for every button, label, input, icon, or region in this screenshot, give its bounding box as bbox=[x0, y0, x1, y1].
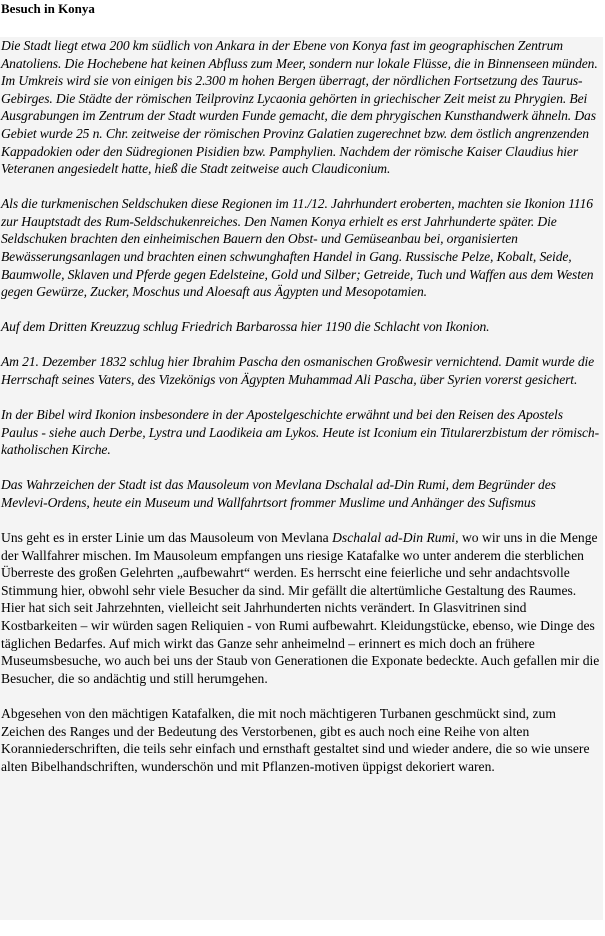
paragraph-ibrahim-pascha: Am 21. Dezember 1832 schlug hier Ibrahim Pascha den osmanischen Großwesir vernichtend. Damit wurde die Herrschaft seines Vaters, des Vizekönigs von Ägypten Muhammad Ali Pascha, über Syrien vorerst gesichert. bbox=[1, 354, 595, 387]
visit-text-start: Uns geht es in erster Linie um das Mausoleum von Mevlana bbox=[1, 530, 333, 546]
paragraph-bible: In der Bibel wird Ikonion insbesondere in der Apostelgeschichte erwähnt und bei den Reisen des Apostels Paulus - siehe auch Derbe, Lystra und Laodikeia am Lykos. Heute ist Iconium ein Titularerzbistum der römisch-katholischen Kirche. bbox=[1, 407, 600, 458]
paragraph-landmark: Das Wahrzeichen der Stadt ist das Mausoleum von Mevlana Dschalal ad-Din Rumi, dem Begründer des Mevlevi-Ordens, heute ein Museum und Wallfahrtsort frommer Muslime und Anhänger des Sufismus bbox=[1, 477, 556, 510]
paragraph-crusade: Auf dem Dritten Kreuzzug schlug Friedrich Barbarossa hier 1190 die Schlacht von Ikonion. bbox=[1, 319, 490, 335]
paragraph-closing: Abgesehen von den mächtigen Katafalken, die mit noch mächtigeren Turbanen geschmückt sind, zum Zeichen des Ranges und der Bedeutung des Verstorbenen, gibt es auch noch eine Reihe von alten Koranniederschriften, die teils sehr einfach und ernsthaft gestaltet sind und wieder andere, die so wie unsere alten Bibelhandschriften, wunderschön und mit Pflanzen-motiven üppigst dekoriert waren. bbox=[1, 705, 590, 774]
paragraph-visit bbox=[1, 529, 603, 687]
article-body bbox=[0, 37, 603, 920]
visit-text-rest: wo wir uns in die Menge der Wallfahrer mischen. Im Mausoleum empfangen uns riesige Katafalke wo unter anderem die sterblichen Überreste des großen Gelehrten „aufbewahrt“ werden. Es herrscht eine feierliche und sehr andachtsvolle Stimmung hier, obwohl sehr viele Besucher da sind. Mir gefällt die altertümliche Gestaltung des Raumes. Hier hat sich seit Jahrzehnten, vielleicht seit Jahrhunderten nichts verändert. In Glasvitrinen sind Kostbarkeiten – wir würden sagen Reliquien - von Rumi aufbewahrt. Kleidungstücke, ebenso, wie Dinge des täglichen Bedarfes. Auf mich wirkt das Ganze sehr anheimelnd – erinnert es mich doch an frühere Museumsbesuche, wo auch bei uns der Staub von Generationen die Exponate bedeckte. Auch gefallen mir die Besucher, die so andächtig und still herumgehen. bbox=[1, 530, 600, 686]
visit-rumi-name: Dschalal ad-Din Rumi, bbox=[332, 530, 459, 546]
paragraph-seljuks: Als die turkmenischen Seldschuken diese Regionen im 11./12. Jahrhundert eroberten, machten sie Ikonion 1116 zur Hauptstadt des Rum-Seldschukenreiches. Den Namen Konya erhielt es erst Jahrhunderte später. Die Seldschuken brachten den einheimischen Bauern den Obst- und Gemüseanbau bei, organisierten Bewässerungsanlagen und brachten einen schwunghaften Handel in Gang. Russische Pelze, Kobalt, Seide, Baumwolle, Sklaven und Pferde gegen Edelsteine, Gold und Silber; Getreide, Tuch und Waffen aus dem Westen gegen Gewürze, Zucker, Moschus und Aloesaft aus Ägypten und Mesopotamien. bbox=[1, 196, 594, 300]
paragraph-geography: Die Stadt liegt etwa 200 km südlich von Ankara in der Ebene von Konya fast im geographischen Zentrum Anatoliens. Die Hochebene hat keinen Abfluss zum Meer, sondern nur lokale Flüsse, die in Binnenseen münden. Im Umkreis wird sie von einigen bis 2.300 m hohen Bergen überragt, der nördlichen Fortsetzung des Taurus-Gebirges. Die Städte der römischen Teilprovinz Lycaonia gehörten in griechischer Zeit meist zu Phrygien. Bei Ausgrabungen im Zentrum der Stadt wurden Funde gemacht, die dem phrygischen Kunsthandwerk ähneln. Das Gebiet wurde 25 n. Chr. zeitweise der römischen Provinz Galatien zugerechnet bzw. dem östlich angrenzenden Kappadokien oder den Südregionen Pisidien bzw. Pamphylien. Nachdem der römische Kaiser Claudius hier Veteranen angesiedelt hatte, hieß die Stadt zeitweise auch Claudiconium. bbox=[1, 38, 598, 177]
page-title: Besuch in Konya bbox=[1, 1, 95, 16]
